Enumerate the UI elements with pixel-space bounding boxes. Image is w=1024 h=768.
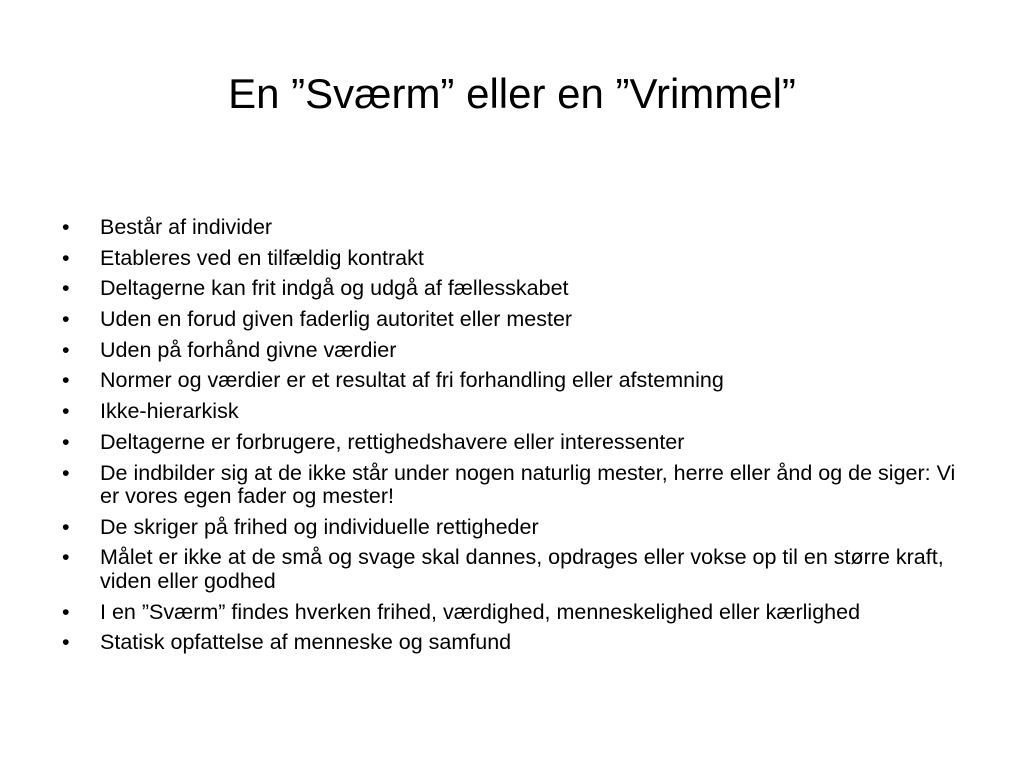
bullet-marker: • — [62, 337, 70, 362]
bullet-marker: • — [62, 545, 70, 570]
bullet-item — [62, 308, 962, 332]
bullet-item — [62, 631, 962, 655]
bullet-item — [62, 216, 962, 240]
bullet-text: Statisk opfattelse af menneske og samfund — [100, 630, 512, 655]
bullet-text: Deltagerne kan frit indgå og udgå af fællesskabet — [100, 276, 569, 301]
bullet-marker: • — [62, 399, 70, 424]
bullet-text: Målet er ikke at de små og svage skal dannes, opdrages eller vokse op til en større kraft, viden eller godhed — [100, 545, 944, 593]
bullet-marker: • — [62, 245, 70, 270]
bullet-marker: • — [62, 599, 70, 624]
bullet-marker: • — [62, 276, 70, 301]
bullet-item — [62, 339, 962, 363]
bullet-marker: • — [62, 514, 70, 539]
bullet-item — [62, 462, 962, 509]
bullet-text: Etableres ved en tilfældig kontrakt — [100, 245, 424, 270]
slide-title: En ”Sværm” eller en ”Vrimmel” — [228, 70, 796, 117]
bullet-item — [62, 369, 962, 393]
bullet-item — [62, 247, 962, 271]
bullet-item — [62, 601, 962, 625]
bullet-text: I en ”Sværm” findes hverken frihed, værdighed, menneskelighed eller kærlighed — [100, 599, 861, 624]
bullet-item — [62, 277, 962, 301]
bullet-text: Uden en forud given faderlig autoritet eller mester — [100, 307, 573, 332]
bullet-item — [62, 431, 962, 455]
bullet-text: Består af individer — [100, 215, 273, 239]
bullet-item — [62, 546, 962, 593]
bullet-marker: • — [62, 215, 70, 239]
bullet-text: De skriger på frihed og individuelle rettigheder — [100, 514, 539, 539]
bullet-text: Deltagerne er forbrugere, rettighedshavere eller interessenter — [100, 429, 685, 454]
bullet-text: Normer og værdier er et resultat af fri forhandling eller afstemning — [100, 368, 724, 393]
bullet-list — [62, 216, 962, 662]
bullet-text: De indbilder sig at de ikke står under nogen naturlig mester, herre eller ånd og de siger: Vi er vores egen fader og mester! — [100, 460, 956, 508]
bullet-marker: • — [62, 630, 70, 655]
bullet-marker: • — [62, 460, 70, 485]
bullet-marker: • — [62, 368, 70, 393]
bullet-item — [62, 400, 962, 424]
bullet-text: Uden på forhånd givne værdier — [100, 337, 397, 362]
bullet-item — [62, 516, 962, 540]
bullet-marker: • — [62, 429, 70, 454]
bullet-marker: • — [62, 307, 70, 332]
bullet-text: Ikke-hierarkisk — [100, 399, 239, 424]
